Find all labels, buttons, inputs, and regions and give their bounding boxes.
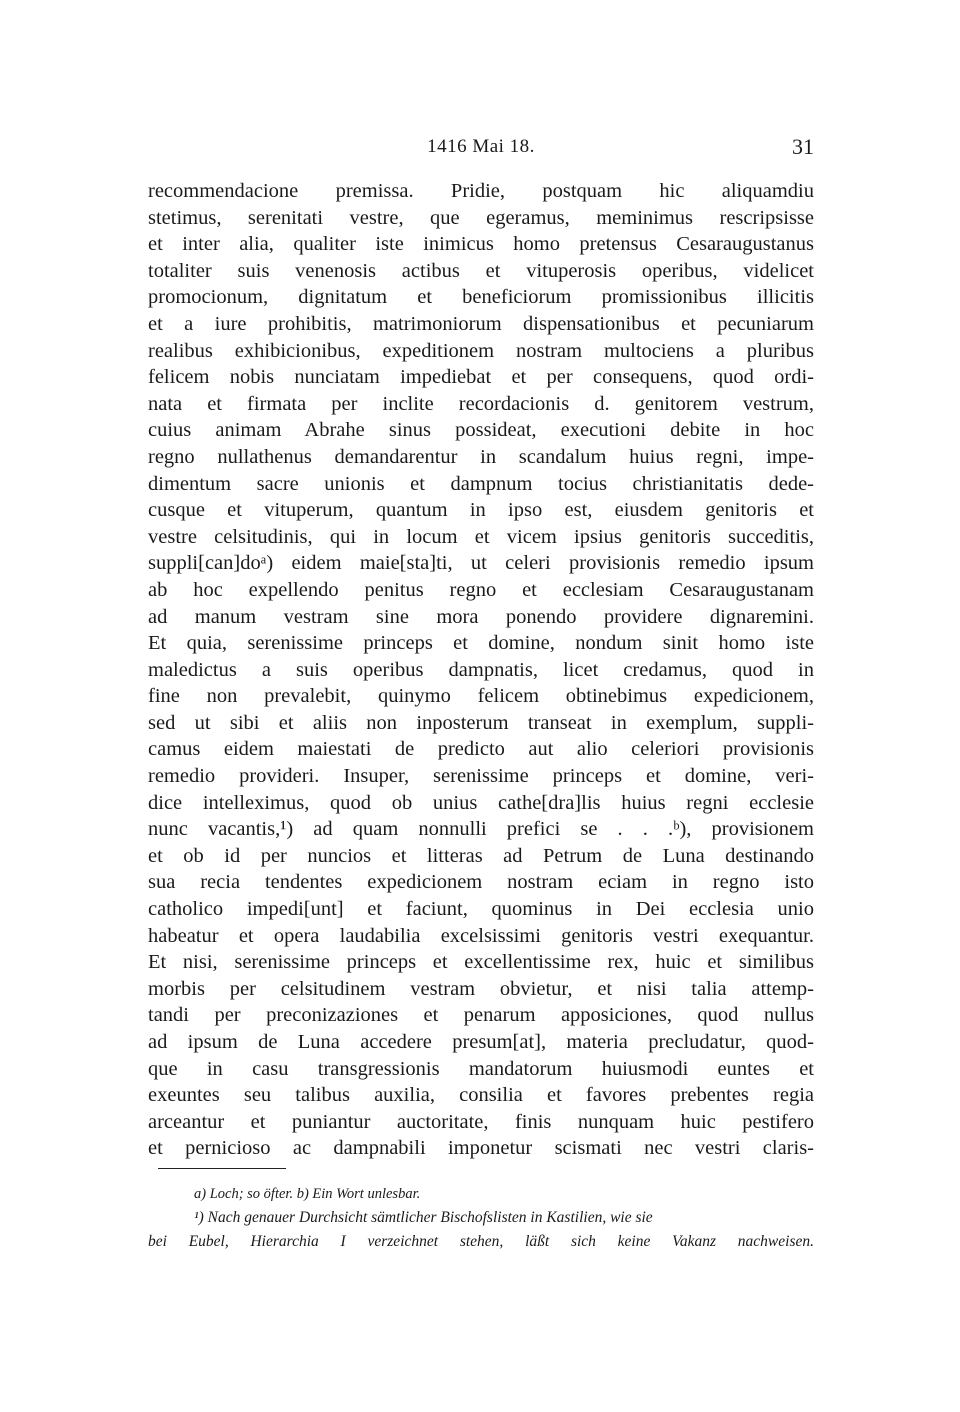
text-line: suppli[can]doᵃ) eidem maie[sta]ti, ut celeri provisionis remedio ipsum [148,552,814,575]
footnote-1: ¹) Nach genauer Durchsicht sämtlicher Bischofslisten in Kastilien, wie sie [194,1209,653,1226]
text-line: camus eidem maiestati de predicto aut alio celeriori provisionis [148,738,814,761]
text-line: maledictus a suis operibus dampnatis, licet credamus, quod in [148,658,814,681]
text-line: et ob id per nuncios et litteras ad Petrum de Luna destinando [148,844,814,867]
text-line: dimentum sacre unionis et dampnum tocius christianitatis dede- [148,472,814,495]
text-line: catholico impedi[unt] et faciunt, quominus in Dei ecclesia unio [148,898,814,921]
text-line: et a iure prohibitis, matrimoniorum dispensationibus et pecuniarum [148,312,814,335]
text-line: vestre celsitudinis, qui in locum et vicem ipsius genitoris succeditis, [148,525,814,548]
text-line: sed ut sibi et aliis non inposterum transeat in exemplum, suppli- [148,711,814,734]
text-line: et inter alia, qualiter iste inimicus homo pretensus Cesaraugustanus [148,233,814,256]
text-line: fine non prevalebit, quinymo felicem obtinebimus expedicionem, [148,685,814,708]
text-line: cuius animam Abrahe sinus possideat, executioni debite in hoc [148,419,814,442]
text-line: que in casu transgressionis mandatorum huiusmodi euntes et [148,1057,814,1080]
text-line: sua recia tendentes expedicionem nostram eciam in regno isto [148,871,814,894]
text-line: tandi per preconizaziones et penarum apposiciones, quod nullus [148,1004,814,1027]
text-line: Et quia, serenissime princeps et domine, nondum sinit homo iste [148,632,814,655]
text-line: et pernicioso ac dampnabili imponetur scismati nec vestri claris- [148,1137,814,1160]
text-line: ad manum vestram sine mora ponendo providere dignaremini. [148,605,814,628]
footnote-a-b: a) Loch; so öfter. b) Ein Wort unlesbar. [194,1186,421,1202]
text-line: felicem nobis nunciatam impediebat et per consequens, quod ordi- [148,366,814,389]
footnote-1-continued: bei Eubel, Hierarchia I verzeichnet stehen, läßt sich keine Vakanz nachweisen. [148,1233,814,1250]
text-line: exeuntes seu talibus auxilia, consilia et favores prebentes regia [148,1084,814,1107]
header-date: 1416 Mai 18. [427,136,535,157]
text-line: ab hoc expellendo penitus regno et ecclesiam Cesaraugustanam [148,578,814,601]
text-line: morbis per celsitudinem vestram obvietur, et nisi talia attemp- [148,977,814,1000]
text-line: nunc vacantis,¹) ad quam nonnulli prefici se . . .ᵇ), provisionem [148,818,814,841]
page-number: 31 [792,134,814,159]
text-line: nata et firmata per inclite recordacionis d. genitorem vestrum, [148,392,814,415]
text-line: dice intelleximus, quod ob unius cathe[dra]lis huius regni ecclesie [148,791,814,814]
text-line: arceantur et puniantur auctoritate, finis nunquam huic pestifero [148,1110,814,1133]
main-text [148,178,814,1162]
text-line: stetimus, serenitati vestre, que egeramus, meminimus rescripsisse [148,206,814,229]
footnotes [148,1182,814,1254]
text-line: remedio provideri. Insuper, serenissime princeps et domine, veri- [148,765,814,788]
text-line: habeatur et opera laudabilia excelsissimi genitoris vestri exequantur. [148,924,814,947]
text-line: promocionum, dignitatum et beneficiorum promissionibus illicitis [148,286,814,309]
page-header [148,130,814,170]
text-line: regno nullathenus demandarentur in scandalum huius regni, impe- [148,445,814,468]
text-line: recommendacione premissa. Pridie, postquam hic aliquamdiu [148,180,814,202]
text-line: totaliter suis venenosis actibus et vituperosis operibus, videlicet [148,259,814,282]
text-line: realibus exhibicionibus, expeditionem nostram multociens a pluribus [148,339,814,362]
text-line: cusque et vituperum, quantum in ipso est, eiusdem genitoris et [148,499,814,522]
text-line: ad ipsum de Luna accedere presum[at], materia precludatur, quod- [148,1031,814,1053]
footnote-divider [158,1168,286,1169]
text-line: Et nisi, serenissime princeps et excellentissime rex, huic et similibus [148,951,814,974]
